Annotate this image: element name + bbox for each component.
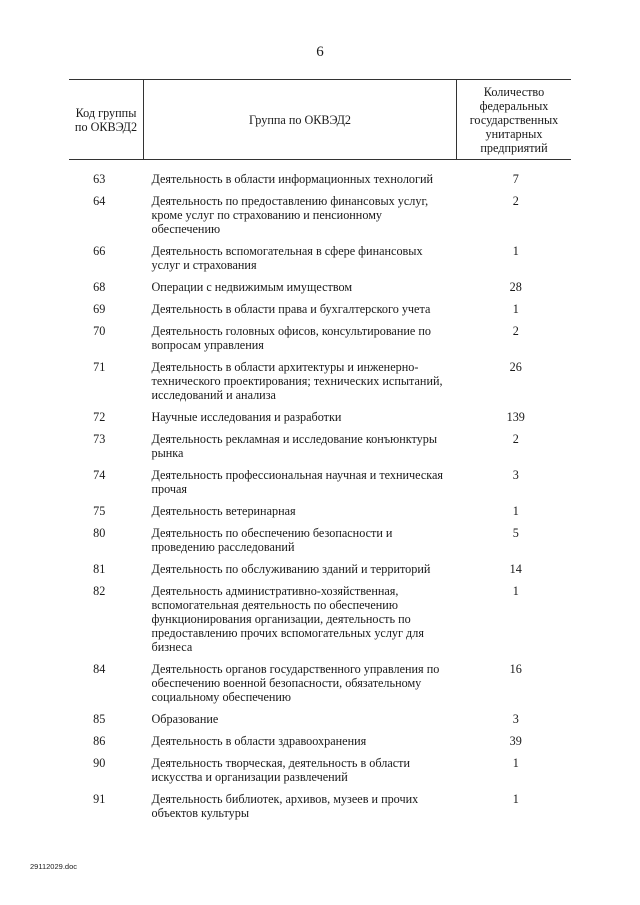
row-group: Деятельность административно-хозяйственная, вспомогательная деятельность по обеспечению функционирования организации, деятельность по предоставлению прочих вспомогательных услуг для бизнеса: [151, 584, 424, 654]
row-count: 7: [512, 172, 519, 186]
row-code: 86: [93, 734, 106, 748]
table-row: [69, 410, 571, 432]
row-count: 1: [512, 244, 519, 258]
row-code: 91: [93, 792, 106, 806]
row-count: 16: [509, 662, 522, 676]
row-group: Деятельность ветеринарная: [151, 504, 296, 518]
row-group: Деятельность рекламная и исследование конъюнктуры рынка: [151, 432, 438, 460]
row-group: Деятельность органов государственного управления по обеспечению военной безопасности, обязательному социальному обеспечению: [151, 662, 440, 704]
row-group: Деятельность творческая, деятельность в области искусства и организации развлечений: [151, 756, 410, 784]
row-count: 3: [512, 468, 519, 482]
row-group: Образование: [151, 712, 219, 726]
okved-table: [69, 79, 571, 828]
row-count: 28: [509, 280, 522, 294]
row-group: Деятельность вспомогательная в сфере финансовых услуг и страхования: [151, 244, 423, 272]
row-code: 81: [93, 562, 106, 576]
header-group: Группа по ОКВЭД2: [144, 80, 457, 160]
table-row: [69, 432, 571, 468]
row-code: 85: [93, 712, 106, 726]
row-code: 68: [93, 280, 106, 294]
row-code: 84: [93, 662, 106, 676]
row-group: Деятельность головных офисов, консультирование по вопросам управления: [151, 324, 431, 352]
row-code: 66: [93, 244, 106, 258]
page-number: 6: [316, 44, 324, 60]
row-code: 71: [93, 360, 106, 374]
table-row: [69, 792, 571, 828]
row-count: 1: [512, 504, 519, 518]
row-code: 72: [93, 410, 106, 424]
row-count: 139: [506, 410, 525, 424]
table-header: [69, 80, 571, 160]
header-code: Код группы по ОКВЭД2: [69, 80, 144, 160]
row-code: 75: [93, 504, 106, 518]
header-row: [69, 80, 571, 160]
row-count: 26: [509, 360, 522, 374]
row-count: 2: [512, 194, 519, 208]
row-count: 1: [512, 584, 519, 598]
row-code: 63: [93, 172, 106, 186]
row-code: 90: [93, 756, 106, 770]
row-group: Научные исследования и разработки: [151, 410, 342, 424]
row-count: 14: [509, 562, 522, 576]
row-group: Деятельность по обслуживанию зданий и территорий: [151, 562, 431, 576]
table-row: [69, 526, 571, 562]
table-row: [69, 734, 571, 756]
row-code: 69: [93, 302, 106, 316]
row-code: 80: [93, 526, 106, 540]
row-group: Деятельность в области информационных технологий: [151, 172, 434, 186]
table-row: [69, 172, 571, 194]
table-row: [69, 712, 571, 734]
table-row: [69, 504, 571, 526]
row-group: Деятельность в области архитектуры и инженерно-технического проектирования; технических испытаний, исследований и анализа: [151, 360, 443, 402]
table-row: [69, 562, 571, 584]
row-count: 39: [509, 734, 522, 748]
row-count: 1: [512, 792, 519, 806]
row-group: Деятельность по предоставлению финансовых услуг, кроме услуг по страхованию и пенсионному обеспечению: [151, 194, 429, 236]
document-filename: 29112029.doc: [30, 862, 77, 871]
row-code: 64: [93, 194, 106, 208]
table-row: [69, 756, 571, 792]
row-count: 5: [512, 526, 519, 540]
row-group: Деятельность в области права и бухгалтерского учета: [151, 302, 431, 316]
row-group: Деятельность в области здравоохранения: [151, 734, 367, 748]
row-code: 74: [93, 468, 106, 482]
table-row: [69, 584, 571, 662]
table-row: [69, 302, 571, 324]
table-row: [69, 360, 571, 410]
row-code: 70: [93, 324, 106, 338]
row-count: 3: [512, 712, 519, 726]
table-body: [69, 160, 571, 829]
table-row: [69, 468, 571, 504]
table-row: [69, 244, 571, 280]
table-row: [69, 194, 571, 244]
header-count: Количество федеральных государственных унитарных предприятий: [457, 80, 572, 160]
row-group: Операции с недвижимым имуществом: [151, 280, 353, 294]
table-row: [69, 662, 571, 712]
row-code: 73: [93, 432, 106, 446]
row-count: 2: [512, 432, 519, 446]
row-group: Деятельность по обеспечению безопасности и проведению расследований: [151, 526, 393, 554]
row-group: Деятельность библиотек, архивов, музеев и прочих объектов культуры: [151, 792, 419, 820]
row-group: Деятельность профессиональная научная и техническая прочая: [151, 468, 444, 496]
row-count: 1: [512, 756, 519, 770]
table-row: [69, 280, 571, 302]
row-count: 1: [512, 302, 519, 316]
row-count: 2: [512, 324, 519, 338]
table-spacer: [69, 160, 571, 173]
row-code: 82: [93, 584, 106, 598]
table-row: [69, 324, 571, 360]
